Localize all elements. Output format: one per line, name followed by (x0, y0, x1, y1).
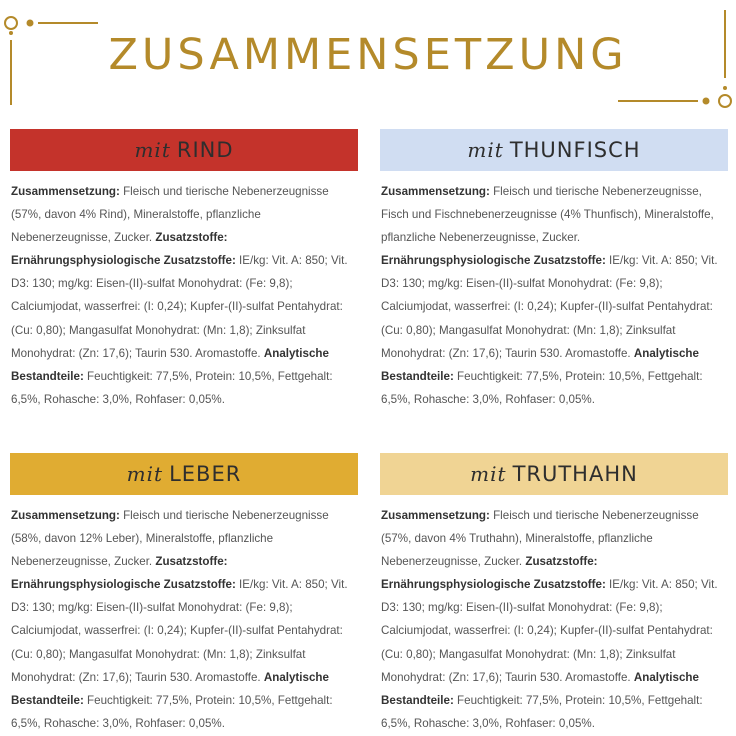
banner-prefix: mit (134, 138, 171, 162)
banner-prefix: mit (126, 462, 164, 486)
label-composition: Zusammensetzung: (11, 509, 120, 522)
label-composition: Zusammensetzung: (381, 185, 490, 198)
analysis-value: Feuchtigkeit: 77,5%, Protein: 10,5%, Fettgehalt: 6,5%, Rohasche: 3,0%, Rohfaser: 0,05%. (381, 369, 703, 406)
additives-value: IE/kg: Vit. A: 850; Vit. D3: 130; mg/kg: Eisen-(II)-sulfat Monohydrat: (Fe: 9,8); Calciumjodat, wasserfrei: (I: 0,24); Kupfer-(II)-sulfat Pentahydrat: (Cu: 0,80); Mangasulfat Monohydrat: (Mn: 1,8); Zinksulfat Monohydrat: (Zn: 17,6); Taurin 530. Aromastoffe. (11, 578, 348, 684)
additives-value: IE/kg: Vit. A: 850; Vit. D3: 130; mg/kg: Eisen-(II)-sulfat Monohydrat: (Fe: 9,8); Calciumjodat, wasserfrei: (I: 0,24); Kupfer-(II)-sulfat Pentahydrat: (Cu: 0,80); Mangasulfat Monohydrat: (Mn: 1,8); Zinksulfat Monohydrat: (Zn: 17,6); Taurin 530. Aromastoffe. (381, 254, 718, 360)
banner-prefix: mit (467, 138, 504, 162)
analysis-value: Feuchtigkeit: 77,5%, Protein: 10,5%, Fettgehalt: 6,5%, Rohasche: 3,0%, Rohfaser: 0,05%. (381, 693, 703, 730)
composition-text (380, 180, 728, 411)
card-leber (10, 453, 358, 735)
label-additives: Zusatzstoffe: Ernährungsphysiologische Zusatzstoffe: (11, 231, 236, 268)
composition-text (380, 504, 728, 735)
card-thunfisch (380, 129, 728, 411)
banner-thunfisch (380, 129, 728, 171)
analysis-value: Feuchtigkeit: 77,5%, Protein: 10,5%, Fettgehalt: 6,5%, Rohasche: 3,0%, Rohfaser: 0,05%. (11, 693, 333, 730)
banner-name: TRUTHAHN (512, 462, 638, 486)
composition-value: Fleisch und tierische Nebenerzeugnisse (57%, davon 4% Truthahn), Mineralstoffe, pflanzliche Nebenerzeugnisse, Zucker. (381, 509, 699, 569)
label-additives: Ernährungsphysiologische Zusatzstoffe: (381, 254, 606, 268)
label-additives: Zusatzstoffe: Ernährungsphysiologische Zusatzstoffe: (381, 555, 606, 592)
banner-rind (10, 129, 358, 171)
label-analysis: Analytische Bestandteile: (381, 346, 699, 383)
label-composition: Zusammensetzung: (11, 185, 120, 198)
banner-name: RIND (176, 138, 234, 162)
banner-name: THUNFISCH (509, 138, 641, 162)
label-analysis: Analytische Bestandteile: (381, 670, 699, 707)
analysis-value: Feuchtigkeit: 77,5%, Protein: 10,5%, Fettgehalt: 6,5%, Rohasche: 3,0%, Rohfaser: 0,05%. (11, 369, 333, 406)
banner-prefix: mit (470, 462, 507, 486)
composition-value: Fleisch und tierische Nebenerzeugnisse (58%, davon 12% Leber), Mineralstoffe, pflanzliche Nebenerzeugnisse, Zucker. (11, 509, 329, 569)
label-analysis: Analytische Bestandteile: (11, 670, 329, 707)
composition-value: Fleisch und tierische Nebenerzeugnisse (57%, davon 4% Rind), Mineralstoffe, pflanzliche Nebenerzeugnisse, Zucker. (11, 185, 329, 245)
additives-value: IE/kg: Vit. A: 850; Vit. D3: 130; mg/kg: Eisen-(II)-sulfat Monohydrat: (Fe: 9,8); Calciumjodat, wasserfrei: (I: 0,24); Kupfer-(II)-sulfat Pentahydrat: (Cu: 0,80); Mangasulfat Monohydrat: (Mn: 1,8); Zinksulfat Monohydrat: (Zn: 17,6); Taurin 530. Aromastoffe. (381, 578, 718, 684)
banner-truthahn (380, 453, 728, 495)
label-additives: Zusatzstoffe: Ernährungsphysiologische Zusatzstoffe: (11, 555, 236, 592)
label-composition: Zusammensetzung: (381, 509, 490, 522)
composition-text (10, 504, 358, 735)
composition-text (10, 180, 358, 411)
label-analysis: Analytische Bestandteile: (11, 346, 329, 383)
banner-name: LEBER (169, 462, 242, 486)
banner-leber (10, 453, 358, 495)
composition-value: Fleisch und tierische Nebenerzeugnisse, Fisch und Fischnebenerzeugnisse (4% Thunfisch), Mineralstoffe, pflanzliche Nebenerzeugnisse, Zucker. (381, 185, 714, 245)
card-rind (10, 129, 358, 411)
additives-value: IE/kg: Vit. A: 850; Vit. D3: 130; mg/kg: Eisen-(II)-sulfat Monohydrat: (Fe: 9,8); Calciumjodat, wasserfrei: (I: 0,24); Kupfer-(II)-sulfat Pentahydrat: (Cu: 0,80); Mangasulfat Monohydrat: (Mn: 1,8); Zinksulfat Monohydrat: (Zn: 17,6); Taurin 530. Aromastoffe. (11, 254, 348, 360)
page-title: ZUSAMMENSETZUNG (108, 30, 628, 80)
card-truthahn (380, 453, 728, 735)
